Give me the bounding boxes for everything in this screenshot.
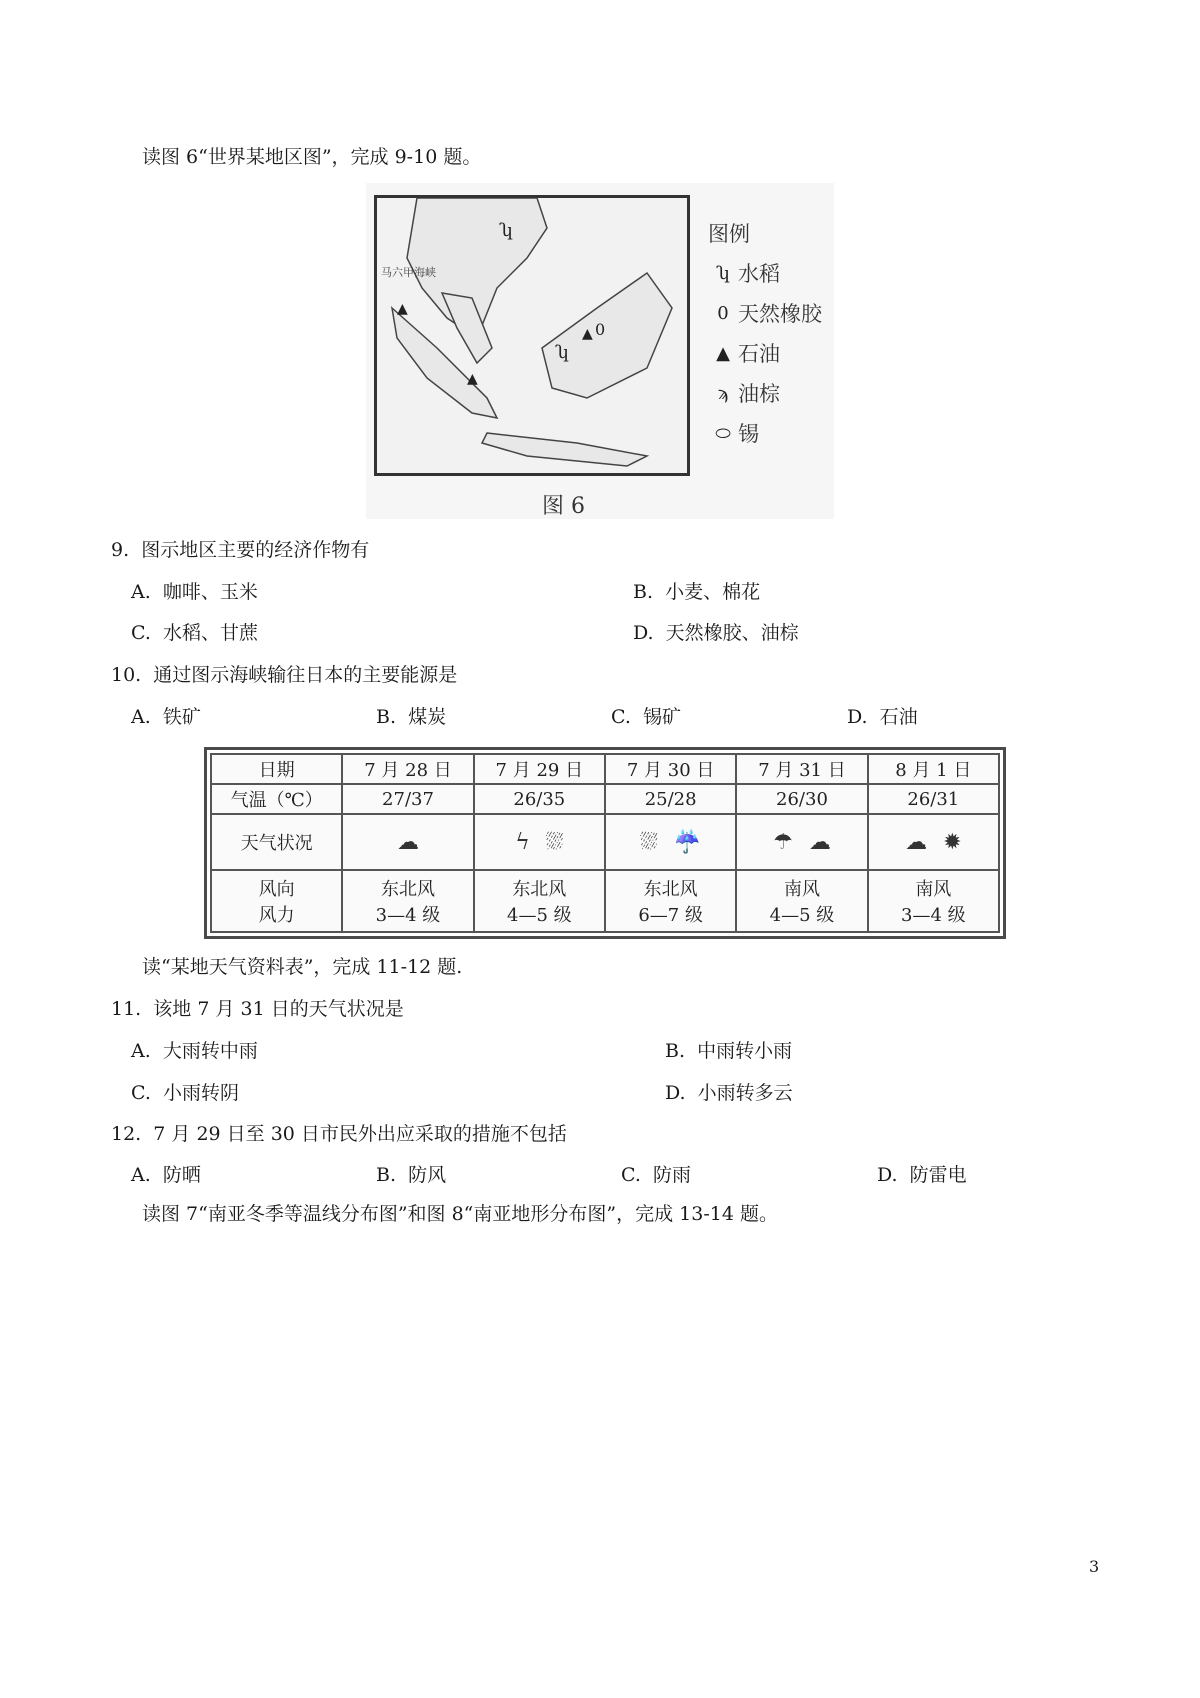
q11-option-c: C. 小雨转阴 xyxy=(131,1082,239,1104)
heavy-rain-icon: ⛆ xyxy=(545,829,564,855)
header-date: 日期 xyxy=(211,754,342,784)
weather-cell xyxy=(868,814,999,870)
q11-option-b: B. 中雨转小雨 xyxy=(665,1040,793,1062)
q11-stem: 11. 该地 7 月 31 日的天气状况是 xyxy=(111,998,404,1020)
figure-caption: 图 6 xyxy=(542,494,585,519)
q11-option-a: A. 大雨转中雨 xyxy=(131,1040,258,1062)
rubber-icon: 0 xyxy=(717,302,729,324)
legend-item-oil-palm: ϡ 油棕 xyxy=(708,373,822,413)
rice-icon: ʮ xyxy=(555,342,570,363)
q10-option-d: D. 石油 xyxy=(847,706,918,728)
q12-stem: 12. 7 月 29 日至 30 日市民外出应采取的措施不包括 xyxy=(111,1123,567,1145)
q10-option-b: B. 煤炭 xyxy=(376,706,447,728)
intro-q13-14: 读图 7“南亚冬季等温线分布图”和图 8“南亚地形分布图”，完成 13-14 题。 xyxy=(142,1203,778,1225)
oil-icon: ▲ xyxy=(716,342,730,364)
q12-option-d: D. 防雷电 xyxy=(877,1164,967,1186)
temp-cell: 25/28 xyxy=(605,784,736,814)
q9-stem: 9. 图示地区主要的经济作物有 xyxy=(111,539,370,561)
legend-item-tin: ⬭ 锡 xyxy=(708,413,822,453)
table-row xyxy=(211,814,999,870)
java-island xyxy=(482,433,647,466)
q10-stem: 10. 通过图示海峡输往日本的主要能源是 xyxy=(111,664,458,686)
temp-cell: 27/37 xyxy=(342,784,473,814)
sunny-icon: ✹ xyxy=(943,829,962,855)
header-day: 7 月 30 日 xyxy=(605,754,736,784)
header-day: 7 月 29 日 xyxy=(474,754,605,784)
legend-item-rubber: 0 天然橡胶 xyxy=(708,293,822,333)
tin-icon: ⬭ xyxy=(715,422,731,444)
map-label-strait: 马六甲海峡 xyxy=(381,266,436,279)
table-row xyxy=(211,870,999,932)
oil-palm-icon: ϡ xyxy=(717,382,729,404)
weather-table xyxy=(210,753,1000,933)
legend-item-rice: ʮ 水稻 xyxy=(708,253,822,293)
temp-cell: 26/30 xyxy=(736,784,867,814)
page-number: 3 xyxy=(1089,1557,1100,1576)
map-legend xyxy=(708,213,822,453)
wind-cell: 东北风 3—4 级 xyxy=(342,870,473,932)
header-day: 7 月 28 日 xyxy=(342,754,473,784)
wind-cell: 南风 3—4 级 xyxy=(868,870,999,932)
weather-cell xyxy=(736,814,867,870)
light-rain-icon: ☂ xyxy=(773,829,793,855)
oil-icon: ▲ xyxy=(397,301,408,317)
q9-option-b: B. 小麦、棉花 xyxy=(633,581,761,603)
rice-icon: ʮ xyxy=(715,262,731,284)
oil-icon: ▲ xyxy=(467,371,478,387)
q12-option-c: C. 防雨 xyxy=(621,1164,691,1186)
temp-cell: 26/35 xyxy=(474,784,605,814)
temp-cell: 26/31 xyxy=(868,784,999,814)
cloudy-icon: ☁ xyxy=(396,829,419,855)
wind-cell: 南风 4—5 级 xyxy=(736,870,867,932)
q11-option-d: D. 小雨转多云 xyxy=(665,1082,793,1104)
oil-icon: ▲ xyxy=(582,326,593,342)
table-row xyxy=(211,754,999,784)
legend-item-oil: ▲ 石油 xyxy=(708,333,822,373)
q12-option-b: B. 防风 xyxy=(376,1164,447,1186)
q10-option-a: A. 铁矿 xyxy=(131,706,201,728)
rubber-icon: 0 xyxy=(595,320,606,339)
temp-label: 气温（℃） xyxy=(211,784,342,814)
heavy-rain-icon: ⛆ xyxy=(640,829,658,855)
wind-cell: 东北风 6—7 级 xyxy=(605,870,736,932)
cloudy-icon: ☁ xyxy=(808,829,831,855)
q9-option-c: C. 水稻、甘蔗 xyxy=(131,622,258,644)
intro-q9-10: 读图 6“世界某地区图”，完成 9-10 题。 xyxy=(142,146,482,168)
weather-cell xyxy=(342,814,473,870)
southeast-asia-map xyxy=(374,195,690,476)
moderate-rain-icon: ☔ xyxy=(673,829,702,855)
q12-option-a: A. 防晒 xyxy=(131,1164,201,1186)
wind-cell: 东北风 4—5 级 xyxy=(474,870,605,932)
q10-option-c: C. 锡矿 xyxy=(611,706,681,728)
table-row xyxy=(211,784,999,814)
weather-cell xyxy=(474,814,605,870)
header-day: 7 月 31 日 xyxy=(736,754,867,784)
weather-cell xyxy=(605,814,736,870)
q9-option-a: A. 咖啡、玉米 xyxy=(131,581,258,603)
figure-6 xyxy=(366,183,834,519)
wind-label: 风向 风力 xyxy=(211,870,342,932)
thunder-icon: ϟ xyxy=(515,829,530,855)
header-day: 8 月 1 日 xyxy=(868,754,999,784)
weather-label: 天气状况 xyxy=(211,814,342,870)
legend-title: 图例 xyxy=(708,222,750,246)
borneo-island xyxy=(542,273,672,398)
intro-q11-12: 读“某地天气资料表”，完成 11-12 题. xyxy=(142,956,463,978)
q9-option-d: D. 天然橡胶、油棕 xyxy=(633,622,799,644)
cloudy-icon: ☁ xyxy=(905,829,928,855)
rice-icon: ʮ xyxy=(499,220,514,241)
